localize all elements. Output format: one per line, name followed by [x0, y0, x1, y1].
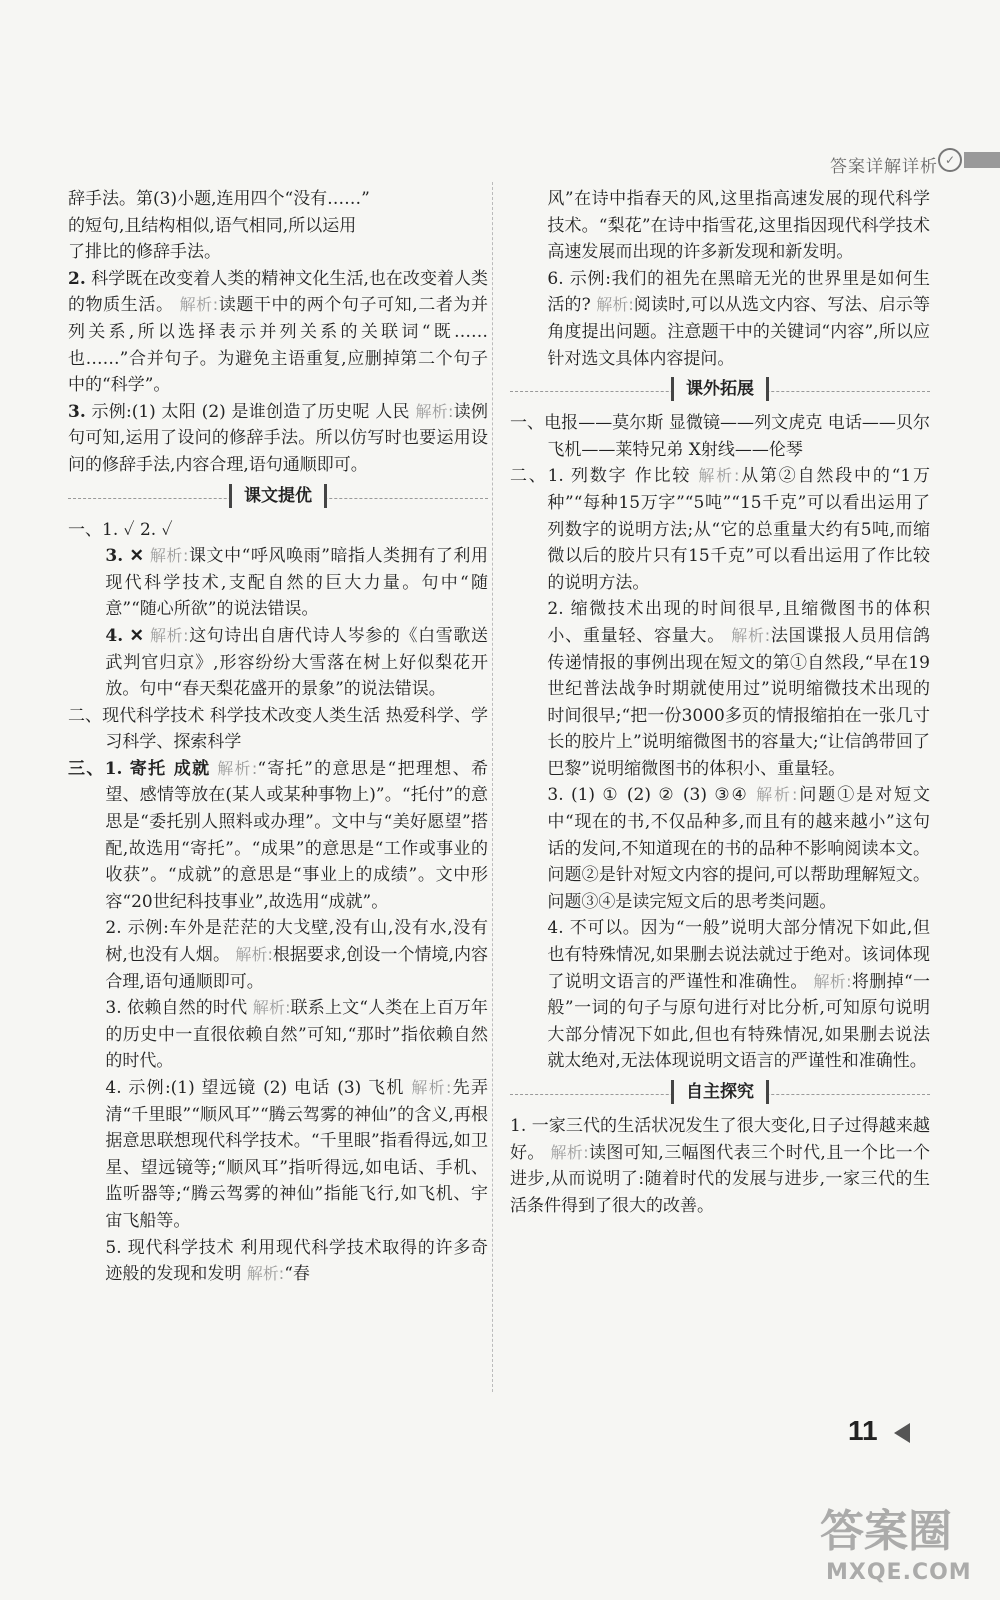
s1-answer-1-2: 一、1. ✓ 2. ✓ [68, 519, 173, 540]
analysis-label: 解析: [596, 295, 634, 315]
analysis-label: 解析: [217, 758, 258, 778]
analysis-label: 解析: [411, 1078, 452, 1097]
s1-answer-3-mark: 3. ✕ [105, 546, 144, 567]
section-title: 课文提优 [229, 484, 327, 508]
watermark-site: MXQE.COM [826, 1560, 972, 1585]
ext-answer-2-2 [510, 596, 930, 782]
section-title: 自主探究 [671, 1080, 769, 1104]
left-line-1: 辞手法。第(3)小题,连用四个“没有……” [68, 189, 370, 209]
ext-answer-2-3-explanation: 问题①是对短文中“现在的书,不仅品种多,而且有的越来越小”这句话的发问,不知道现在的书的品种不影响阅读本文。问题②是针对短文内容的提问,可以帮助理解短文。问题③④是读完短文后的思考类问题。 [547, 785, 931, 912]
ext-answer-2-1 [510, 463, 930, 596]
analysis-label: 解析: [731, 625, 771, 645]
s3-answer-3-explanation: 联系上文“人类在上百万年的历史中一直很依赖自然”可知,“那时”指依赖自然的时代。 [105, 998, 489, 1072]
answer-2 [68, 266, 488, 399]
column-divider [492, 182, 493, 1392]
s1-answer-3 [68, 543, 488, 623]
explore-answer-1 [510, 1113, 930, 1219]
analysis-label: 解析: [756, 785, 798, 805]
answer-3-text: 示例:(1) 太阳 (2) 是谁创造了历史呢 人民 [91, 401, 410, 422]
answer-3-explanation: 读例句可知,运用了设问的修辞手法。所以仿写时也要运用设问的修辞手法,内容合理,语句通顺即可。 [68, 401, 488, 475]
page-number: 11 [848, 1415, 878, 1446]
s3-answer-4-text: 4. 示例:(1) 望远镜 (2) 电话 (3) 飞机 [105, 1078, 405, 1098]
ext-answer-2-3 [510, 782, 930, 915]
explore-answer-1-explanation: 读图可知,三幅图代表三个时代,且一个比一个进步,从而说明了:随着时代的发展与进步,一家三代的生活条件得到了很大的改善。 [510, 1142, 931, 1216]
answer-2-explanation: 读题干中的两个句子可知,二者为并列关系,所以选择表示并列关系的关联词“既……也……”合并句子。为避免主语重复,应删掉第二个句子中的“科学”。 [68, 295, 489, 396]
analysis-label: 解析: [698, 466, 740, 486]
s1-answer-3-explanation: 课文中“呼风唤雨”暗指人类拥有了利用现代科学技术,支配自然的巨大力量。句中“随意”“随心所欲”的说法错误。 [105, 546, 488, 620]
section-title: 课外拓展 [671, 377, 769, 401]
right-column [510, 186, 930, 1219]
s3-answer-3-text: 3. 依赖自然的时代 [105, 998, 248, 1019]
answer-2-text: 科学既在改变着人类的精神文化生活,也在改变着人类的物质生活。 [68, 268, 489, 316]
analysis-label: 解析: [149, 625, 189, 645]
ext-answer-1: 一、电报——莫尔斯 显微镜——列文虎克 电话——贝尔 飞机——莱特兄弟 X射线——伦琴 [510, 413, 930, 460]
analysis-label: 解析: [179, 295, 219, 315]
page-header [0, 0, 1000, 180]
answer-6 [510, 266, 930, 372]
magnifier-icon: ✓ [938, 148, 962, 172]
s3-answer-4 [68, 1075, 488, 1235]
s3-answer-5-explanation: “春 [284, 1264, 310, 1285]
answer-2-number: 2. [68, 268, 86, 289]
analysis-label: 解析: [252, 998, 291, 1018]
ext-answer-2-2-text: 2. 缩微技术出现的时间很早,且缩微图书的体积小、重量轻、容量大。 [547, 599, 930, 646]
ext-answer-2-4 [510, 915, 930, 1075]
left-column [68, 186, 488, 1288]
section-heading-extension [510, 376, 930, 406]
section-heading-textbook [68, 483, 488, 513]
analysis-label: 解析: [813, 971, 852, 991]
s1-answer-4 [68, 623, 488, 703]
ext-answer-2-2-explanation: 法国谍报人员用信鸽传递情报的事例出现在短文的第①自然段,“早在19世纪普法战争时期就使用过”说明缩微技术出现的时间很早;“把一份3000多页的情报缩拍在一张几寸长的胶片上”说明缩微图书的容量大;“让信鸽带回了巴黎”说明缩微图书的体积小、重量轻。 [547, 625, 930, 779]
analysis-label: 解析: [235, 945, 273, 965]
s1-answer-4-explanation: 这句诗出自唐代诗人岑参的《白雪歌送武判官归京》,形容纷纷大雪落在树上好似梨花开放。句中“春天梨花盛开的景象”的说法错误。 [105, 625, 488, 700]
s3-answer-4-explanation: 先弄清“千里眼”“顺风耳”“腾云驾雾的神仙”的含义,再根据意思联想现代科学技术。“千里眼”指看得远,如卫星、望远镜等;“顺风耳”指听得远,如电话、手机、监听器等;“腾云驾雾的神仙”指能飞行,如飞机、宇宙飞船等。 [105, 1078, 488, 1231]
s3-answer-2 [68, 915, 488, 995]
s3-answer-2-text: 2. 示例:车外是茫茫的大戈壁,没有山,没有水,没有树,也没有人烟。 [105, 918, 488, 966]
s3-answer-2-explanation: 根据要求,创设一个情境,内容合理,语句通顺即可。 [105, 945, 488, 992]
s3-answer-3 [68, 995, 488, 1075]
analysis-label: 解析: [149, 546, 189, 566]
left-line-3: 了排比的修辞手法。 [68, 242, 221, 263]
analysis-label: 解析: [415, 401, 454, 421]
ext-answer-2-1-text: 二、1. 列数字 作比较 [510, 466, 692, 487]
ext-answer-2-3-text: 3. (1) ① (2) ② (3) ③④ [547, 785, 749, 806]
watermark-logo: 答案圈 [820, 1506, 952, 1557]
analysis-label: 解析: [550, 1142, 589, 1162]
explore-answer-1-text: 1. 一家三代的生活状况发生了很大变化,日子过得越来越好。 [510, 1116, 930, 1163]
answer-6-text: 6. 示例:我们的祖先在黑暗无光的世界里是如何生活的? [547, 268, 930, 316]
analysis-label: 解析: [246, 1264, 285, 1284]
header-bar [964, 152, 1000, 168]
s2-answer: 二、现代科学技术 科学技术改变人类生活 热爱科学、学习科学、探索科学 [68, 705, 488, 753]
continuation-text: 风”在诗中指春天的风,这里指高速发展的现代科学技术。“梨花”在诗中指雪花,这里指因现代科学技术高速发展而出现的许多新发现和新发明。 [547, 189, 930, 263]
header-title: 答案详解详析 [830, 157, 938, 177]
left-line-2: 的短句,且结构相似,语气相同,所以运用 [68, 215, 357, 236]
s3-answer-1 [68, 756, 488, 916]
ext-answer-2-4-explanation: 将删掉“一般”一词的句子与原句进行对比分析,可知原句说明大部分情况下如此,但也有特殊情况,如果删去说法就太绝对,无法体现说明文语言的严谨性和准确性。 [547, 971, 930, 1072]
answer-6-explanation: 阅读时,可以从选文内容、写法、启示等角度提出问题。注意题干中的关键词“内容”,所以应针对选文具体内容提问。 [547, 295, 930, 369]
section-heading-explore [510, 1079, 930, 1109]
ext-answer-2-4-text: 4. 不可以。因为“一般”说明大部分情况下如此,但也有特殊情况,如果删去说法就过于绝对。该词体现了说明文语言的严谨性和准确性。 [547, 918, 930, 992]
ext-answer-2-1-explanation: 从第②自然段中的“1万种”“每种15万字”“5吨”“15千克”可以看出运用了列数字的说明方法;从“它的总重量大约有5吨,而缩微以后的胶片只有15千克”可以看出运用了作比较的说明方法。 [547, 466, 930, 593]
s3-answer-1-explanation: “寄托”的意思是“把理想、希望、感情等放在(某人或某种事物上)”。“托付”的意思是“委托别人照料或办理”。文中与“美好愿望”搭配,故选用“寄托”。“成果”的意思是“工作或事业的收获”。“成就”的意思是“事业上的成绩”。文中形容“20世纪科技事业”,故选用“成就”。 [105, 758, 488, 912]
triangle-left-icon [894, 1423, 910, 1443]
answer-3 [68, 399, 488, 479]
s3-answer-1-text: 三、1. 寄托 成就 [68, 758, 211, 779]
s3-answer-5 [68, 1235, 488, 1288]
s3-answer-5-text: 5. 现代科学技术 利用现代科学技术取得的许多奇迹般的发现和发明 [105, 1237, 488, 1285]
s1-answer-4-mark: 4. ✕ [105, 625, 144, 646]
answer-3-number: 3. [68, 401, 86, 422]
